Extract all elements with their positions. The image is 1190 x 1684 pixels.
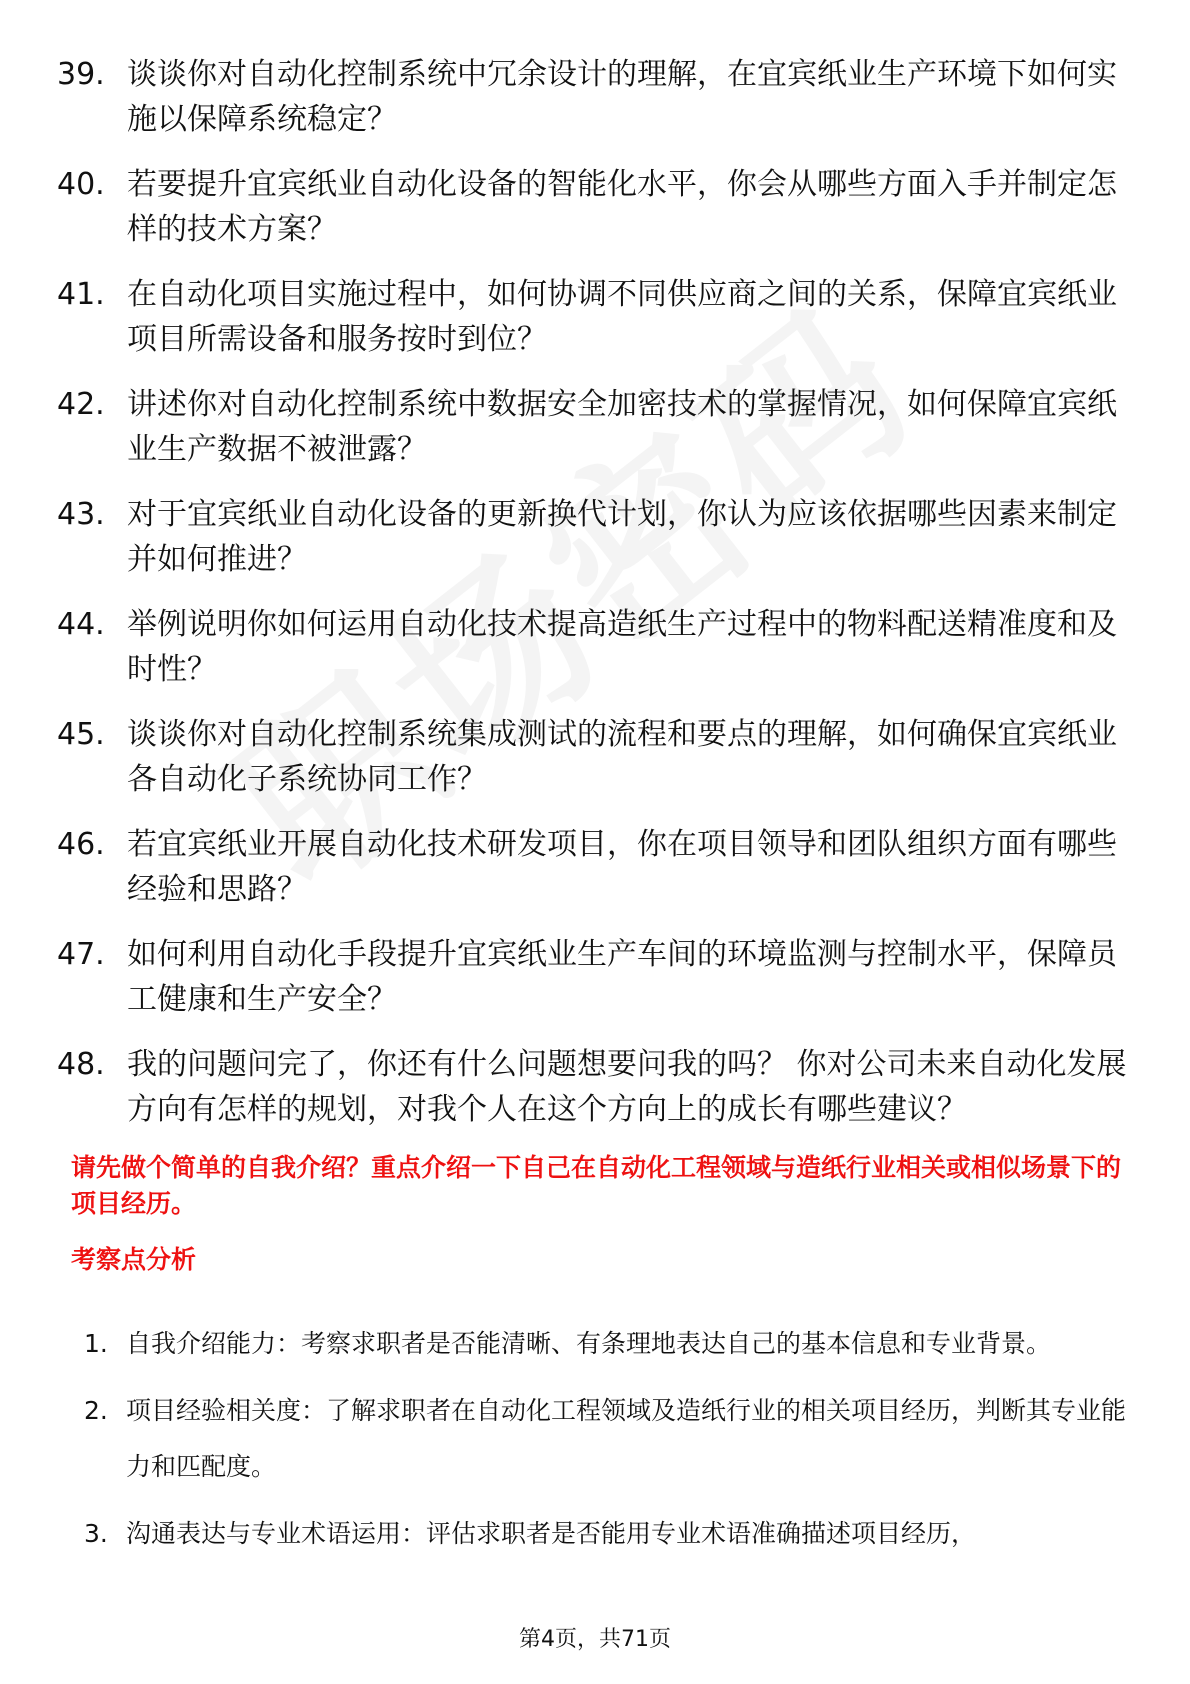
analysis-text: 沟通表达与专业术语运用：评估求职者是否能用专业术语准确描述项目经历， bbox=[126, 1519, 977, 1548]
analysis-text: 自我介绍能力：考察求职者是否能清晰、有条理地表达自己的基本信息和专业背景。 bbox=[126, 1329, 1052, 1358]
highlight-question: 请先做个简单的自我介绍？重点介绍一下自己在自动化工程领域与造纸行业相关或相似场景下的项目经历。 bbox=[71, 1153, 1122, 1218]
question-item bbox=[57, 492, 1142, 582]
analysis-item bbox=[84, 1316, 1144, 1372]
question-item bbox=[57, 932, 1142, 1022]
question-list bbox=[57, 52, 1142, 1152]
question-number: 39. bbox=[57, 57, 105, 92]
analysis-number: 3. bbox=[84, 1519, 108, 1548]
page-footer: 第4页，共71页 bbox=[519, 1627, 671, 1652]
question-item bbox=[57, 272, 1142, 362]
analysis-number: 1. bbox=[84, 1329, 108, 1358]
analysis-text: 项目经验相关度：了解求职者在自动化工程领域及造纸行业的相关项目经历，判断其专业能力和匹配度。 bbox=[126, 1396, 1127, 1481]
question-item bbox=[57, 822, 1142, 912]
question-text: 我的问题问完了，你还有什么问题想要问我的吗？ 你对公司未来自动化发展方向有怎样的规划，对我个人在这个方向上的成长有哪些建议？ bbox=[127, 1047, 1127, 1127]
question-item bbox=[57, 52, 1142, 142]
question-item bbox=[57, 1042, 1142, 1132]
analysis-item bbox=[84, 1383, 1144, 1495]
analysis-list bbox=[84, 1316, 1144, 1573]
question-text: 谈谈你对自动化控制系统集成测试的流程和要点的理解，如何确保宜宾纸业各自动化子系统协同工作？ bbox=[127, 717, 1117, 797]
question-number: 42. bbox=[57, 387, 105, 422]
question-text: 若要提升宜宾纸业自动化设备的智能化水平，你会从哪些方面入手并制定怎样的技术方案？ bbox=[127, 167, 1117, 247]
analysis-item bbox=[84, 1506, 1144, 1562]
question-text: 如何利用自动化手段提升宜宾纸业生产车间的环境监测与控制水平，保障员工健康和生产安全？ bbox=[127, 937, 1117, 1017]
question-text: 讲述你对自动化控制系统中数据安全加密技术的掌握情况，如何保障宜宾纸业生产数据不被泄露？ bbox=[127, 387, 1117, 467]
question-item bbox=[57, 162, 1142, 252]
analysis-number: 2. bbox=[84, 1396, 108, 1425]
question-text: 谈谈你对自动化控制系统中冗余设计的理解，在宜宾纸业生产环境下如何实施以保障系统稳定？ bbox=[127, 57, 1117, 137]
question-number: 46. bbox=[57, 827, 105, 862]
question-number: 44. bbox=[57, 607, 105, 642]
question-item bbox=[57, 382, 1142, 472]
question-number: 40. bbox=[57, 167, 105, 202]
question-item bbox=[57, 712, 1142, 802]
question-number: 43. bbox=[57, 497, 105, 532]
question-number: 41. bbox=[57, 277, 105, 312]
question-number: 47. bbox=[57, 937, 105, 972]
question-number: 48. bbox=[57, 1047, 105, 1082]
question-text: 举例说明你如何运用自动化技术提高造纸生产过程中的物料配送精准度和及时性？ bbox=[127, 607, 1117, 687]
question-text: 对于宜宾纸业自动化设备的更新换代计划，你认为应该依据哪些因素来制定并如何推进？ bbox=[127, 497, 1117, 577]
analysis-heading: 考察点分析 bbox=[71, 1245, 197, 1274]
question-number: 45. bbox=[57, 717, 105, 752]
question-text: 若宜宾纸业开展自动化技术研发项目，你在项目领导和团队组织方面有哪些经验和思路？ bbox=[127, 827, 1117, 907]
question-item bbox=[57, 602, 1142, 692]
question-text: 在自动化项目实施过程中，如何协调不同供应商之间的关系，保障宜宾纸业项目所需设备和服务按时到位？ bbox=[127, 277, 1117, 357]
